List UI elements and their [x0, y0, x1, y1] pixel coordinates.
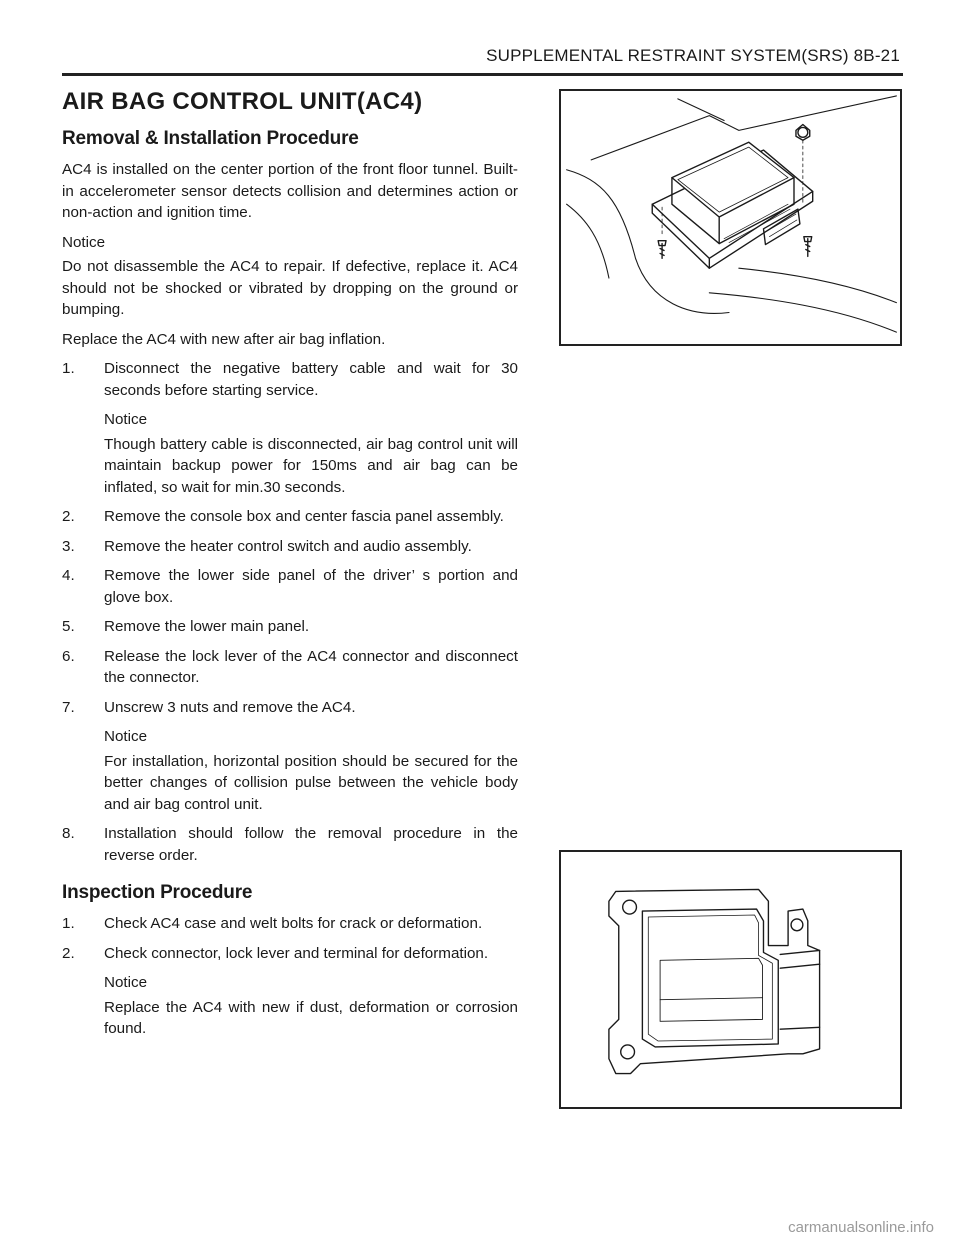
step-text: Installation should follow the removal procedure in the reverse order. [104, 825, 518, 864]
step-number: 4. [62, 567, 75, 584]
removal-step [62, 616, 518, 638]
step-number: 6. [62, 647, 75, 665]
removal-step [62, 646, 518, 689]
step-notice [104, 409, 518, 498]
ac4-unit-figure [559, 850, 902, 1109]
step-number: 5. [62, 618, 75, 635]
removal-step [62, 358, 518, 498]
step-text: Remove the heater control switch and audio assembly. [104, 537, 472, 555]
step-notice [104, 972, 518, 1040]
step-notice-label: Notice [104, 728, 148, 745]
section-title: AIR BAG CONTROL UNIT(AC4) [62, 88, 423, 115]
inspection-steps [62, 913, 518, 1040]
inspection-section [62, 882, 518, 1040]
step-text: Remove the lower main panel. [104, 618, 310, 635]
step-number: 7. [62, 698, 75, 716]
step-notice-label: Notice [104, 411, 148, 428]
removal-step [62, 697, 518, 816]
removal-step [62, 506, 518, 528]
inspection-step [62, 943, 518, 1040]
step-number: 2. [62, 508, 75, 525]
removal-steps [62, 358, 518, 866]
step-number: 1. [62, 360, 75, 377]
inspection-heading: Inspection Procedure [62, 882, 253, 903]
step-number: 3. [62, 537, 75, 555]
removal-notice-label: Notice [62, 233, 106, 251]
watermark: carmanualsonline.info [788, 1219, 934, 1236]
step-text: Check AC4 case and welt bolts for crack or deformation. [104, 915, 483, 932]
removal-step [62, 536, 518, 558]
inspection-step [62, 913, 518, 935]
step-notice-text: For installation, horizontal position should be secured for the better changes of collision pulse between the vehicle body and air bag control unit. [104, 752, 518, 813]
removal-heading: Removal & Installation Procedure [62, 128, 359, 149]
step-notice-label: Notice [104, 974, 148, 991]
step-notice-text: Replace the AC4 with new if dust, deformation or corrosion found. [104, 998, 518, 1037]
step-notice-text: Though battery cable is disconnected, air bag control unit will maintain backup power for 150ms and air bag can be inflated, so wait for min.30 seconds. [104, 435, 518, 496]
removal-intro: AC4 is installed on the center portion of the front floor tunnel. Built-in accelerometer sensor detects collision and determines action or non-action and ignition time. [62, 161, 518, 221]
ac4-installed-figure [559, 89, 902, 346]
step-text: Release the lock lever of the AC4 connector and disconnect the connector. [104, 647, 518, 686]
replace-text: Replace the AC4 with new after air bag inflation. [62, 330, 386, 348]
step-number: 8. [62, 825, 75, 842]
step-text: Disconnect the negative battery cable and wait for 30 seconds before starting service. [104, 360, 518, 399]
step-text: Remove the lower side panel of the driver’ s portion and glove box. [104, 567, 518, 606]
header-rule [62, 73, 903, 76]
step-text: Check connector, lock lever and terminal for deformation. [104, 944, 489, 962]
step-text: Unscrew 3 nuts and remove the AC4. [104, 698, 356, 716]
step-notice [104, 726, 518, 815]
step-number: 1. [62, 915, 75, 932]
page-header: SUPPLEMENTAL RESTRAINT SYSTEM(SRS) 8B-21 [486, 46, 900, 65]
step-text: Remove the console box and center fascia panel assembly. [104, 508, 504, 525]
text-column [62, 88, 518, 1048]
removal-step [62, 823, 518, 866]
step-number: 2. [62, 944, 75, 962]
removal-notice-text: Do not disassemble the AC4 to repair. If defective, replace it. AC4 should not be shocked or vibrated by dropping on the ground or bumping. [62, 258, 518, 318]
removal-step [62, 565, 518, 608]
